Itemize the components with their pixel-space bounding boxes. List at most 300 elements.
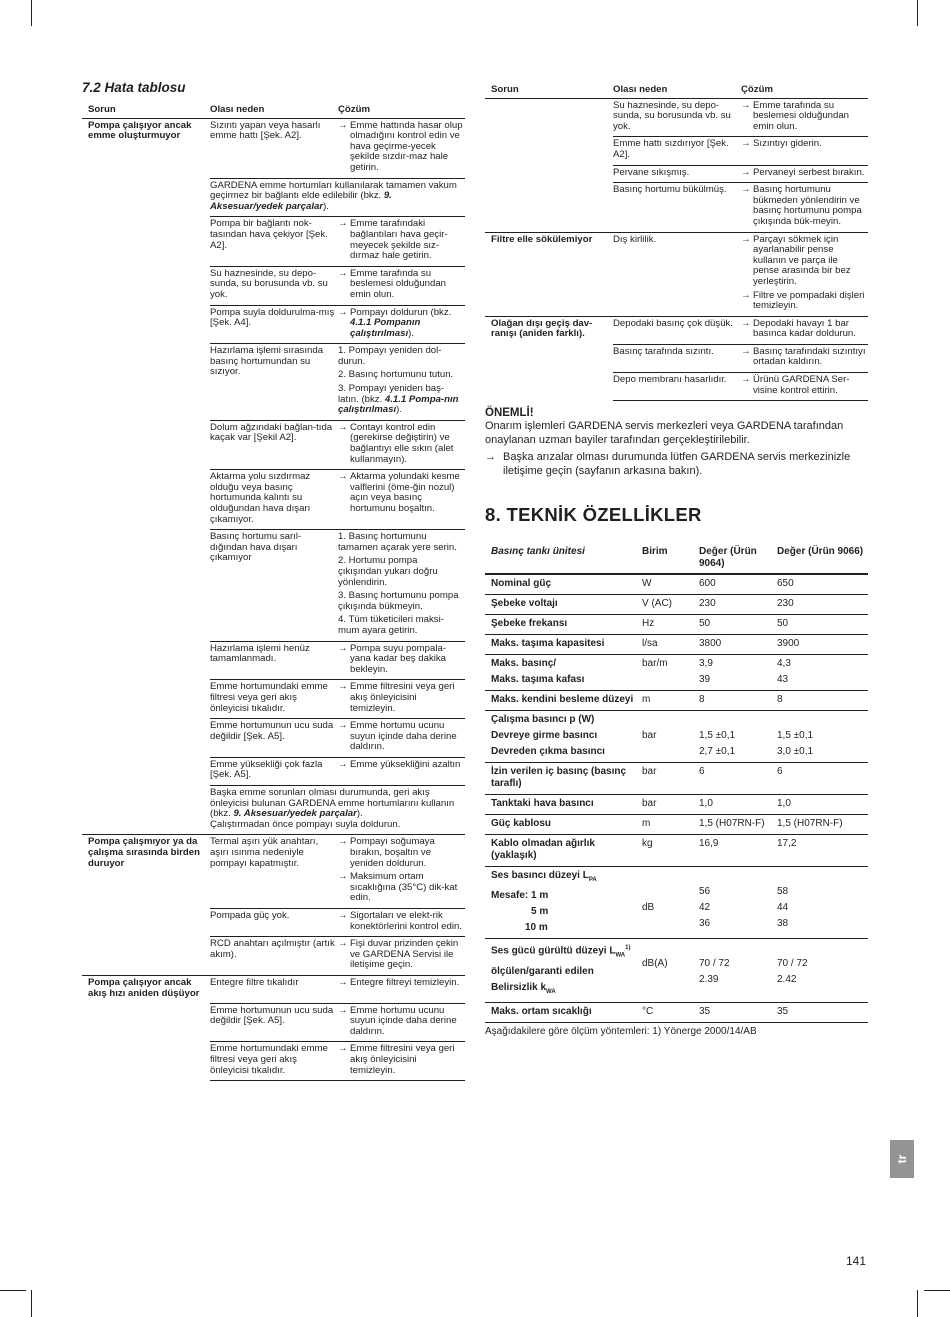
spec-label-cell — [485, 635, 642, 655]
neden-cell: Pompada güç yok. — [210, 909, 338, 937]
crop-mark — [924, 1290, 950, 1291]
table-row — [82, 757, 465, 785]
left-column — [82, 80, 465, 1081]
table-row — [485, 98, 868, 137]
spec-value-cell — [699, 574, 777, 595]
spec-label-cell — [485, 691, 642, 711]
solution-text: Pompayı doldurun (bkz. — [350, 306, 452, 318]
table-header-row — [485, 84, 868, 98]
solution-item — [338, 423, 463, 465]
arrow-icon: → — [338, 758, 348, 770]
spec-label: Nominal güç — [491, 578, 552, 590]
spec-label-cell — [485, 815, 642, 835]
sorun-cell — [82, 757, 210, 785]
solution-item — [338, 939, 463, 971]
spec-value-cell — [777, 815, 868, 835]
spec-unit-text: m — [642, 694, 651, 706]
table-row — [82, 344, 465, 421]
sorun-cell — [82, 178, 210, 217]
solution-text: Emme tarafında su beslemesi olduğundan emin olun. — [350, 267, 447, 300]
sorun-cell — [485, 183, 613, 232]
spec-unit-text: bar — [642, 766, 657, 778]
solution-item — [741, 185, 866, 227]
table-row — [82, 118, 465, 178]
table-row — [485, 373, 868, 401]
spec-unit-text: l/sa — [642, 638, 658, 650]
table-row — [82, 835, 465, 909]
neden-cell: Emme hortumunun ucu suda değildir [Şek. A5]. — [210, 1003, 338, 1042]
spec-value-cell — [699, 711, 777, 763]
spec-row — [485, 711, 868, 763]
solution-item — [338, 472, 463, 514]
cozum-cell — [338, 680, 465, 719]
spec-label-cell — [485, 795, 642, 815]
solution-item — [338, 269, 463, 301]
sorun-cell — [485, 344, 613, 372]
spec-value-cell — [777, 574, 868, 595]
sorun-cell — [82, 530, 210, 641]
solution-item — [741, 168, 866, 179]
spec-value-cell — [699, 635, 777, 655]
spec-value-cell — [777, 615, 868, 635]
neden-cell: Depodaki basınç çok düşük. — [613, 316, 741, 344]
solution-step: 3. Basınç hortumunu pompa çıkışında bükmeyin. — [338, 590, 459, 612]
arrow-icon: → — [338, 1043, 348, 1055]
spec-value-cell — [699, 655, 777, 691]
cozum-cell — [741, 316, 868, 344]
solution-ref: 4.1.1 Pompanın çalıştırılması — [350, 317, 421, 339]
arrow-icon: → — [338, 218, 348, 230]
spec-value: 3900 — [777, 638, 800, 650]
table-row — [485, 183, 868, 232]
solution-text: Emme tarafındaki bağlantıları hava geçir-meyecek şekilde sız-dırmaz hale getirin. — [350, 218, 448, 262]
solution-item — [338, 760, 463, 771]
solution-text: Sızıntıyı giderin. — [753, 138, 822, 150]
important-text: Onarım işlemleri GARDENA servis merkezleri veya GARDENA tarafından onaylanan uzman bayiler tarafından gerçekleştirilebilir. — [485, 420, 844, 447]
spec-value-cell — [699, 835, 777, 867]
arrow-icon: → — [741, 233, 751, 245]
neden-cell: Sızıntı yapan veya hasarlı emme hattı [Şek. A2]. — [210, 118, 338, 178]
note-cell — [210, 178, 465, 217]
section-title: 7.2 Hata tablosu — [82, 80, 186, 95]
solution-steps — [338, 532, 463, 636]
header-neden: Olası neden — [613, 84, 668, 95]
spec-header-unit-name: Basınç tankı ünitesi — [491, 546, 585, 558]
important-bullet — [485, 450, 868, 478]
spec-label-cell — [485, 711, 642, 763]
troubleshooting-table-right — [485, 84, 868, 401]
neden-cell: Basınç hortumu bükülmüş. — [613, 183, 741, 232]
solution-item — [741, 101, 866, 133]
spec-value: 42 — [699, 902, 711, 914]
spec-header-birim: Birim — [642, 546, 668, 558]
spec-value: 4,3 — [777, 658, 791, 670]
solution-text: ). — [408, 327, 415, 339]
spec-label-cell — [485, 763, 642, 795]
arrow-icon: → — [741, 317, 751, 329]
spec-row — [485, 635, 868, 655]
solution-text: Pompa suyu pompala-yana kadar beş dakika bekleyin. — [350, 642, 446, 675]
arrow-icon: → — [338, 938, 348, 950]
arrow-icon: → — [741, 374, 751, 386]
important-bullet-text: Başka arızalar olması durumunda lütfen GARDENA servis merkezinizle iletişime geçin (sayfanın arkasına bakın). — [503, 451, 851, 478]
crop-mark — [0, 1290, 26, 1291]
crop-mark — [31, 0, 32, 26]
spec-label-cell — [485, 595, 642, 615]
spec-value-cell — [777, 711, 868, 763]
cozum-cell — [741, 165, 868, 183]
neden-cell: Basınç hortumu sarıl-dığından hava dışarı çıkamıyor — [210, 530, 338, 641]
solution-step: 2. Hortumu pompa çıkışından yukarı doğru yönlendirin. — [338, 555, 438, 588]
header-sorun: Sorun — [88, 104, 116, 115]
spec-value: 8 — [699, 694, 705, 706]
solution-text: Emme yüksekliğini azaltın — [350, 758, 461, 770]
spec-unit — [642, 635, 699, 655]
table-row — [82, 937, 465, 976]
spec-label: Güç kablosu — [491, 818, 552, 830]
spec-unit — [642, 574, 699, 595]
solution-step — [338, 384, 463, 416]
solution-text: Emme hattında hasar olup olmadığını kontrol edin ve hava geçirme-yecek şekilde sızdır-maz hale getirin. — [350, 119, 463, 173]
solution-item — [741, 235, 866, 288]
spec-value: 3800 — [699, 638, 722, 650]
solution-text: Emme filtresini veya geri akış önleyicisini temizleyin. — [350, 681, 455, 714]
cozum-cell — [741, 373, 868, 401]
solution-text: Emme hortumu ucunu suyun içinde daha derine daldırın. — [350, 720, 457, 753]
cozum-cell — [338, 835, 465, 909]
arrow-icon: → — [338, 471, 348, 483]
spec-unit — [642, 691, 699, 711]
spec-value: 56 — [699, 886, 711, 898]
spec-label: Çalışma basıncı p (W) — [491, 714, 595, 726]
spec-value-cell — [777, 655, 868, 691]
spec-value: 43 — [777, 674, 789, 686]
table-row — [82, 470, 465, 530]
neden-cell: Termal aşırı yük anahtarı, aşırı ısınma nedeniyle pompayı kapatmıştır. — [210, 835, 338, 909]
header-cozum: Çözüm — [338, 104, 370, 115]
spec-value: 16,9 — [699, 838, 719, 850]
sorun-cell — [82, 305, 210, 344]
spec-value: 6 — [777, 766, 783, 778]
arrow-icon: → — [338, 119, 348, 131]
spec-value: 3,0 ±0,1 — [777, 746, 814, 758]
sorun-cell — [82, 641, 210, 680]
spec-value: 650 — [777, 578, 794, 590]
table-row — [82, 178, 465, 217]
table-row — [82, 786, 465, 835]
solution-item — [338, 308, 463, 340]
spec-label: Maks. basınç/ — [491, 658, 557, 670]
spec-value: 1,5 (H07RN-F) — [699, 818, 765, 830]
solution-item — [741, 291, 866, 312]
spec-value: 2.42 — [777, 974, 797, 986]
solution-text: Emme filtresini veya geri akış önleyicisini temizleyin. — [350, 1043, 455, 1076]
spec-value-cell — [699, 691, 777, 711]
neden-cell: Emme hattı sızdırıyor [Şek. A2]. — [613, 137, 741, 165]
solution-step: 2. Basınç hortumunu tutun. — [338, 369, 454, 381]
sorun-cell — [82, 786, 210, 835]
spec-unit — [642, 815, 699, 835]
solution-item — [741, 319, 866, 340]
solution-item — [741, 139, 866, 150]
table-row — [485, 232, 868, 316]
spec-value-cell — [777, 635, 868, 655]
neden-cell: Emme hortumundaki emme filtresi veya geri akış önleyicisi tıkalıdır. — [210, 680, 338, 719]
table-row — [82, 530, 465, 641]
cozum-cell — [741, 98, 868, 137]
solution-text: Pervaneyi serbest bırakın. — [753, 166, 865, 178]
note-text: Çalıştırmadan önce pompayı suyla doldurun. — [210, 818, 401, 830]
spec-row — [485, 691, 868, 711]
table-row — [485, 137, 868, 165]
spec-unit — [642, 835, 699, 867]
solution-text: Ürünü GARDENA Ser-visine kontrol ettirin. — [753, 374, 850, 396]
spec-label: Maks. kendini besleme düzeyi — [491, 694, 634, 706]
solution-text: Fişi duvar prizinden çekin ve GARDENA Servisi ile iletişime geçin. — [350, 938, 459, 971]
arrow-icon: → — [338, 871, 348, 883]
solution-item — [338, 219, 463, 261]
arrow-icon: → — [338, 910, 348, 921]
spec-value-cell — [777, 595, 868, 615]
spec-value: 1,5 ±0,1 — [777, 730, 814, 742]
neden-cell: Emme hortumundaki emme filtresi veya geri akış önleyicisi tıkalıdır. — [210, 1042, 338, 1081]
cozum-cell — [338, 1003, 465, 1042]
cozum-cell — [741, 344, 868, 372]
neden-cell: Su haznesinde, su depo-sunda, su borusunda vb. su yok. — [613, 98, 741, 137]
arrow-icon: → — [741, 138, 751, 150]
spec-label-cell — [485, 835, 642, 867]
note-ref: 9. Aksesuar/yedek parçalar — [233, 808, 357, 820]
spec-value: 50 — [699, 618, 711, 630]
sorun-cell — [485, 137, 613, 165]
solution-text: Entegre filtreyi temizleyin. — [350, 976, 460, 988]
solution-text: Pompayı soğumaya bırakın, boşaltın ve yeniden doldurun. — [350, 836, 435, 869]
spec-unit: dB(A) — [642, 958, 668, 970]
spec-value: 1,5 (H07RN-F) — [777, 818, 843, 830]
spec-label: Devreye girme basıncı — [491, 730, 598, 742]
sorun-cell — [82, 909, 210, 937]
arrow-icon: → — [741, 99, 751, 111]
crop-mark — [917, 1290, 918, 1317]
solution-item — [338, 911, 463, 932]
spec-unit-text: bar/m — [642, 658, 668, 670]
solution-text: Emme tarafında su beslemesi olduğundan emin olun. — [753, 99, 850, 132]
solution-text: Basınç hortumunu bükmeden yönlendirin ve basınç hortumunu pompa çıkışında bük-meyin. — [753, 184, 862, 227]
sorun-cell — [82, 1042, 210, 1081]
table-row — [82, 1042, 465, 1081]
language-tab: tr — [890, 1140, 914, 1178]
sorun-cell — [82, 680, 210, 719]
solution-text: Contayı kontrol edin (gerekirse değiştirin) ve bağlantıyı elle sıkın (alet kullanmayın). — [350, 421, 454, 465]
arrow-icon: → — [741, 345, 751, 357]
solution-step: 4. Tüm tüketicileri maksi-mum ayara getirin. — [338, 614, 444, 636]
neden-cell: Pompa suyla doldurulma-mış [Şek. A4]. — [210, 305, 338, 344]
sorun-cell — [82, 719, 210, 758]
spec-value-cell — [699, 763, 777, 795]
spec-unit-text: bar — [642, 730, 657, 742]
note-text: ). — [356, 808, 363, 820]
spec-row — [485, 763, 868, 795]
spec-value-cell — [777, 795, 868, 815]
solution-item — [338, 121, 463, 174]
spec-unit — [642, 763, 699, 795]
spec-value-cell — [699, 815, 777, 835]
neden-cell: Hazırlama işlemi henüz tamamlanmadı. — [210, 641, 338, 680]
spec-label: Ses gücü gürültü düzeyi $L_{WA}^{1)}$ — [491, 945, 631, 959]
spec-title: 8. TEKNİK ÖZELLİKLER — [485, 504, 702, 526]
sorun-cell — [82, 1003, 210, 1042]
header-neden: Olası neden — [210, 104, 265, 115]
note-text: Başka emme sorunları olması durumunda, geri akış önleyicisi bulunan GARDENA emme hortumlarını kullanın (bkz. — [210, 787, 455, 820]
spec-value: 3,9 — [699, 658, 713, 670]
sorun-cell: Olağan dışı geçiş dav-ranışı (aniden farklı). — [485, 316, 613, 344]
cozum-cell — [741, 232, 868, 316]
spec-label-cell — [485, 615, 642, 635]
spec-unit: dB — [642, 902, 655, 914]
solution-text: 3. Pompayı yeniden baş-latın. (bkz. — [338, 383, 445, 405]
arrow-icon: → — [741, 289, 751, 301]
cozum-cell — [338, 909, 465, 937]
spec-label: Şebeke frekansı — [491, 618, 568, 630]
solution-text: ). — [396, 404, 403, 416]
table-row — [82, 719, 465, 758]
sorun-cell: Filtre elle sökülemiyor — [485, 232, 613, 316]
spec-label: İzin verilen iç basınç (basınç taraflı) — [491, 766, 627, 790]
spec-row — [485, 615, 868, 635]
table-row — [82, 420, 465, 469]
solution-item — [338, 682, 463, 714]
spec-unit — [642, 595, 699, 615]
solution-item — [338, 978, 463, 989]
header-sorun: Sorun — [491, 84, 519, 95]
table-row — [82, 641, 465, 680]
header-cozum: Çözüm — [741, 84, 773, 95]
sorun-cell — [485, 373, 613, 401]
neden-cell: Pompa bir bağlantı nok-tasından hava çekiyor [Şek. A2]. — [210, 217, 338, 266]
spec-value: 36 — [699, 918, 711, 930]
spec-value: 35 — [699, 1005, 711, 1017]
arrow-icon: → — [338, 1004, 348, 1016]
arrow-icon: → — [338, 681, 348, 693]
cozum-cell — [338, 217, 465, 266]
spec-label: Tanktaki hava basıncı — [491, 798, 594, 810]
spec-unit-text: Hz — [642, 618, 655, 630]
note-text: ). — [323, 200, 329, 212]
solution-text: Emme hortumu ucunu suyun içinde daha derine daldırın. — [350, 1004, 457, 1037]
arrow-icon: → — [741, 184, 751, 196]
cozum-cell — [338, 266, 465, 305]
solution-item — [338, 837, 463, 869]
important-title: ÖNEMLİ! — [485, 407, 534, 420]
neden-cell: Aktarma yolu sızdırmaz olduğu veya basınç hortumunda kalıntı su olduğundan hava dışarı çıkamıyor. — [210, 470, 338, 530]
spec-unit: °C — [642, 1005, 654, 1017]
sorun-cell: Pompa çalışmıyor ya da çalışma sırasında birden duruyor — [82, 835, 210, 909]
spec-value: 39 — [699, 674, 711, 686]
spec-value-cell — [699, 595, 777, 615]
solution-text: Depodaki havayı 1 bar basınca kadar doldurun. — [753, 317, 856, 340]
sorun-cell: Pompa çalışıyor ancak emme oluşturmuyor — [82, 118, 210, 178]
spec-value: 230 — [699, 598, 716, 610]
spec-value: 17,2 — [777, 838, 797, 850]
troubleshooting-table-left — [82, 104, 465, 1081]
sorun-cell — [82, 266, 210, 305]
arrow-icon: → — [338, 836, 348, 848]
spec-label: Maks. taşıma kapasitesi — [491, 638, 605, 650]
sorun-cell — [82, 217, 210, 266]
sorun-cell — [82, 937, 210, 976]
spec-value-cell — [699, 795, 777, 815]
spec-value-cell — [777, 763, 868, 795]
sorun-cell — [485, 98, 613, 137]
solution-item — [741, 347, 866, 368]
spec-value: 38 — [777, 918, 789, 930]
solution-ref: 4.1.1 Pompa-nın çalıştırılması — [338, 393, 459, 416]
spec-row-sicaklik — [485, 1002, 868, 1022]
neden-cell: Pervane sıkışmış. — [613, 165, 741, 183]
spec-unit-text: m — [642, 818, 651, 830]
cozum-cell — [741, 137, 868, 165]
note-ref: 9. Aksesuar/yedek parçalar — [210, 190, 392, 212]
cozum-cell — [338, 719, 465, 758]
spec-unit — [642, 655, 699, 691]
spec-row — [485, 595, 868, 615]
neden-cell: RCD anahtarı açılmıştır (artık akım). — [210, 937, 338, 976]
spec-value: 6 — [699, 766, 705, 778]
spec-row-ses-guc — [485, 939, 868, 1002]
cozum-cell — [338, 305, 465, 344]
sorun-cell — [82, 420, 210, 469]
arrow-icon: → — [741, 166, 751, 178]
table-row — [485, 165, 868, 183]
cozum-cell — [338, 1042, 465, 1081]
spec-row — [485, 574, 868, 595]
table-row — [82, 266, 465, 305]
spec-value: 2.39 — [699, 974, 719, 986]
arrow-icon: → — [485, 451, 496, 464]
spec-value: 70 / 72 — [699, 958, 730, 970]
spec-label: 10 m — [525, 922, 548, 934]
spec-row — [485, 655, 868, 691]
solution-text: Parçayı sökmek için ayarlanabilir pense kullanın ve parça ile pense arasında bir bez yerleştirin. — [753, 233, 851, 287]
neden-cell: Basınç tarafında sızıntı. — [613, 344, 741, 372]
spec-unit — [642, 711, 699, 763]
cozum-cell — [338, 530, 465, 641]
cozum-cell — [338, 420, 465, 469]
table-row — [485, 316, 868, 344]
neden-cell: Dış kirlilik. — [613, 232, 741, 316]
solution-text: Maksimum ortam sıcaklığına (35°C) dik-kat edin. — [350, 871, 458, 904]
solution-item — [338, 872, 463, 904]
solution-item — [741, 375, 866, 396]
spec-label: Şebeke voltajı — [491, 598, 558, 610]
crop-mark — [917, 0, 918, 26]
spec-label: Maks. taşıma kafası — [491, 674, 585, 686]
spec-value: 2,7 ±0,1 — [699, 746, 736, 758]
note-cell — [210, 786, 465, 835]
right-column — [485, 84, 868, 1037]
cozum-cell — [741, 183, 868, 232]
page-number: 141 — [846, 1254, 867, 1268]
table-row — [82, 217, 465, 266]
spec-label: ölçülen/garanti edilen — [491, 965, 594, 977]
arrow-icon: → — [338, 306, 348, 318]
spec-row — [485, 835, 868, 867]
spec-value-cell — [777, 691, 868, 711]
spec-value: 50 — [777, 618, 789, 630]
spec-value: 35 — [777, 1005, 789, 1017]
spec-unit-text: kg — [642, 838, 653, 850]
spec-label: Belirsizlik $k_{WA}$ — [491, 981, 556, 995]
